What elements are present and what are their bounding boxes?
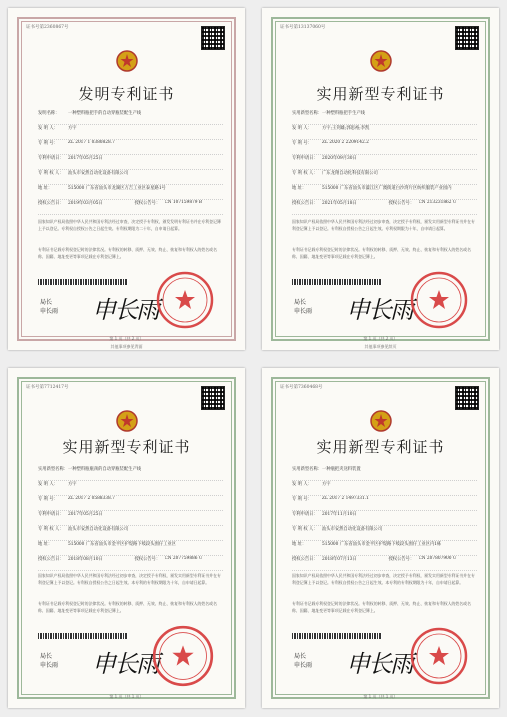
field-row: [292, 110, 477, 125]
barcode-icon: [38, 279, 128, 285]
chief-block: [40, 652, 58, 670]
field-value: 汕头市安然自动化设备有限公司: [68, 171, 129, 176]
field-label: 授权公告号：: [134, 557, 161, 562]
certificate-title: 实用新型专利证书: [316, 85, 445, 103]
certificate-number: 证书号第7712417号: [26, 385, 69, 390]
field-label: 授权公告号：: [134, 201, 161, 206]
field-list: [38, 466, 223, 571]
field-row: [292, 140, 477, 155]
certificate-paragraph: 国家知识产权局依照中华人民共和国专利法经过初步审查，决定授予专利权，颁发实用新型专利证书并在专利登记簿上予以登记。专利权自授权公告之日起生效。专利权期限为十年，自申请日起算。: [292, 219, 475, 232]
field-label: 专利申请日：: [292, 512, 318, 517]
chief-name: 申长雨: [294, 662, 313, 669]
field-label: 专 利 权 人：: [38, 171, 64, 176]
field-row: [38, 200, 223, 215]
signature: 申长雨: [92, 296, 158, 324]
certificate-paragraph-2: 专利证书记载专利权登记时的法律状况。专利权的转移、质押、无效、终止、恢复和专利权人的姓名或名称、国籍、地址变更等事项记载在专利登记簿上。: [292, 247, 471, 260]
qr-code-icon: [201, 26, 225, 50]
field-label: 授权公告号：: [388, 201, 415, 206]
field-value: CN 207807900 U: [418, 556, 457, 561]
field-value: CN 207759886 U: [164, 556, 203, 561]
field-label: 专利申请日：: [292, 156, 318, 161]
field-label: 授权公告日：: [292, 557, 318, 562]
field-value: 方宇;王剑雄;郭思裕;李凯: [322, 126, 370, 131]
field-value: ZL 2020 2 2209142.2: [322, 140, 369, 145]
field-list: [38, 110, 223, 215]
field-row: [38, 140, 223, 155]
field-row: [292, 481, 477, 496]
page-number: 第 1 页（共 1 页）: [109, 694, 144, 699]
chief-label: 局长: [40, 299, 53, 306]
field-label: 实用新型名称：: [292, 467, 323, 472]
national-emblem-icon: [370, 50, 392, 72]
certificate-paragraph-2: 专利证书记载专利权登记时的法律状况。专利权的转移、质押、无效、终止、恢复和专利权人的姓名或名称、国籍、地址变更等事项记载在专利登记簿上。: [292, 601, 471, 614]
official-seal-icon: [151, 624, 215, 688]
field-row: [292, 185, 477, 200]
field-label: 实用新型名称：: [38, 467, 69, 472]
field-value: 515000 广东省汕头市金平区护堤路下岐段头围仔工业区: [68, 542, 177, 547]
field-value: 一种塑料瓶把手的自动穿瓶装配生产线: [68, 111, 142, 116]
field-label: 专 利 号：: [292, 141, 312, 146]
field-row: [38, 511, 223, 526]
field-label: 发 明 人：: [292, 126, 312, 131]
barcode-icon: [292, 279, 382, 285]
field-value: 2017年05月25日: [68, 156, 103, 161]
certificate-title: 实用新型专利证书: [316, 438, 445, 456]
field-row: [38, 155, 223, 170]
field-value: 515000 广东省汕头市金平区护堤路下岐段头围仔工业区内1栋: [322, 542, 442, 547]
field-label: 发 明 人：: [38, 126, 58, 131]
page-number: 第 1 页（共 2 页）: [109, 336, 144, 341]
field-row: [38, 556, 223, 571]
field-row: [38, 496, 223, 511]
field-value: 汕头市安然自动化设备有限公司: [68, 527, 129, 532]
field-row: [38, 110, 223, 125]
field-label: 授权公告日：: [292, 201, 318, 206]
field-row: [292, 466, 477, 481]
field-row: [292, 155, 477, 170]
certificate-title: 发明专利证书: [78, 85, 175, 103]
official-seal-icon: [409, 270, 469, 330]
chief-name: 申长雨: [40, 308, 59, 315]
field-value: ZL 2017 2 0588338.7: [68, 496, 115, 501]
chief-name: 申长雨: [294, 308, 313, 315]
field-value: 2021年05月18日: [322, 201, 357, 206]
field-value: CN 107159879 B: [164, 200, 203, 205]
field-label: 授权公告日：: [38, 557, 64, 562]
certificate-2: [262, 8, 499, 350]
signature: 申长雨: [346, 650, 412, 678]
field-row: [38, 170, 223, 185]
field-row: [38, 125, 223, 140]
field-value: 515000 广东省汕头市濠江区广澳街道白沙湾片区纺织服装产业园内: [322, 186, 452, 191]
field-value: 515000 广东省汕头市龙湖区万吉工业区泰星路1号: [68, 186, 166, 191]
field-label: 专 利 权 人：: [292, 171, 318, 176]
field-value: 2017年05月25日: [68, 512, 103, 517]
field-row: [38, 541, 223, 556]
field-label: 发 明 人：: [38, 482, 58, 487]
field-label: 地 址：: [38, 542, 53, 547]
field-value: ZL 2017 1 0380828.7: [68, 140, 115, 145]
signature: 申长雨: [346, 296, 412, 324]
field-value: 广东龙翔自动化科技有限公司: [322, 171, 378, 176]
chief-block: [294, 298, 312, 316]
certificate-number: 证书号第7360468号: [280, 385, 323, 390]
certificate-paragraph: 国家知识产权局依照中华人民共和国专利法经过审查，决定授予专利权，颁发发明专利证书并在专利登记簿上予以登记。专利权自授权公告之日起生效。专利权期限为二十年，自申请日起算。: [38, 219, 221, 232]
qr-code-icon: [201, 386, 225, 410]
signature: 申长雨: [92, 650, 158, 678]
page-number: 第 1 页（共 2 页）: [363, 336, 398, 341]
field-value: 2017年11月10日: [322, 512, 357, 517]
field-row: [38, 481, 223, 496]
certificate-number: 证书号第2360867号: [26, 25, 69, 30]
field-value: 2018年07月13日: [322, 557, 357, 562]
field-label: 专利申请日：: [38, 512, 64, 517]
field-row: [38, 185, 223, 200]
field-value: 一种塑料瓶把手生产线: [322, 111, 365, 116]
field-value: 一种瓶把夹送料装置: [322, 467, 361, 472]
field-value: ZL 2017 2 1497331.1: [322, 496, 369, 501]
field-label: 发明名称：: [38, 111, 60, 116]
field-row: [292, 556, 477, 571]
field-row: [292, 200, 477, 215]
field-row: [292, 496, 477, 511]
national-emblem-icon: [116, 410, 138, 432]
field-value: CN 213231862 U: [418, 200, 457, 205]
certificate-paragraph: 国家知识产权局依照中华人民共和国专利法经过初步审查，决定授予专利权，颁发实用新型专利证书并在专利登记簿上予以登记。专利权自授权公告之日起生效。本专利的专利权期限为十年，自申请日起算。: [38, 573, 221, 586]
page-number: 第 1 页（共 1 页）: [363, 694, 398, 699]
field-label: 发 明 人：: [292, 482, 312, 487]
field-row: [292, 511, 477, 526]
field-row: [292, 526, 477, 541]
field-value: 汕头市安然自动化设备有限公司: [322, 527, 383, 532]
chief-label: 局长: [294, 653, 307, 660]
national-emblem-icon: [116, 50, 138, 72]
field-value: 一种塑料瓶瓶颈的自动穿瓶装配生产线: [68, 467, 142, 472]
field-row: [292, 541, 477, 556]
field-label: 地 址：: [292, 186, 307, 191]
chief-name: 申长雨: [40, 662, 59, 669]
chief-block: [40, 298, 58, 316]
certificate-number: 证书号第13137060号: [280, 25, 326, 30]
field-label: 专 利 号：: [38, 497, 58, 502]
field-value: 2020年09月30日: [322, 156, 357, 161]
qr-code-icon: [455, 26, 479, 50]
field-row: [292, 170, 477, 185]
field-row: [38, 526, 223, 541]
barcode-icon: [292, 633, 382, 639]
chief-label: 局长: [294, 299, 307, 306]
field-value: 2018年08月10日: [68, 557, 103, 562]
chief-label: 局长: [40, 653, 53, 660]
field-label: 专 利 权 人：: [292, 527, 318, 532]
field-list: [292, 466, 477, 571]
field-value: 方宇: [322, 482, 331, 487]
certificate-paragraph-2: 专利证书记载专利权登记时的法律状况。专利权的转移、质押、无效、终止、恢复和专利权人的姓名或名称、国籍、地址变更等事项记载在专利登记簿上。: [38, 601, 217, 614]
certificate-paragraph-2: 专利证书记载专利权登记时的法律状况。专利权的转移、质押、无效、终止、恢复和专利权人的姓名或名称、国籍、地址变更等事项记载在专利登记簿上。: [38, 247, 217, 260]
field-label: 授权公告号：: [388, 557, 415, 562]
field-label: 地 址：: [292, 542, 307, 547]
field-label: 专 利 号：: [292, 497, 312, 502]
field-value: 方宇: [68, 126, 77, 131]
field-label: 实用新型名称：: [292, 111, 323, 116]
chief-block: [294, 652, 312, 670]
certificate-4: [262, 368, 499, 708]
field-label: 专利申请日：: [38, 156, 64, 161]
qr-code-icon: [455, 386, 479, 410]
field-list: [292, 110, 477, 215]
footer-note: 其他事项参见续页: [364, 344, 397, 349]
field-row: [292, 125, 477, 140]
field-value: 方宇: [68, 482, 77, 487]
field-label: 地 址：: [38, 186, 53, 191]
certificate-3: [8, 368, 245, 708]
field-row: [38, 466, 223, 481]
footer-note: 其他事项参见背面: [110, 344, 143, 349]
field-value: 2019年03月05日: [68, 201, 103, 206]
certificate-1: [8, 8, 245, 350]
barcode-icon: [38, 633, 128, 639]
field-label: 专 利 权 人：: [38, 527, 64, 532]
field-label: 授权公告日：: [38, 201, 64, 206]
official-seal-icon: [409, 626, 469, 686]
field-label: 专 利 号：: [38, 141, 58, 146]
official-seal-icon: [155, 270, 215, 330]
national-emblem-icon: [370, 410, 392, 432]
certificate-paragraph: 国家知识产权局依照中华人民共和国专利法经过初步审查，决定授予专利权，颁发实用新型专利证书并在专利登记簿上予以登记。专利权自授权公告之日起生效。本专利的专利权期限为十年，自申请日起算。: [292, 573, 475, 586]
certificate-title: 实用新型专利证书: [62, 438, 191, 456]
